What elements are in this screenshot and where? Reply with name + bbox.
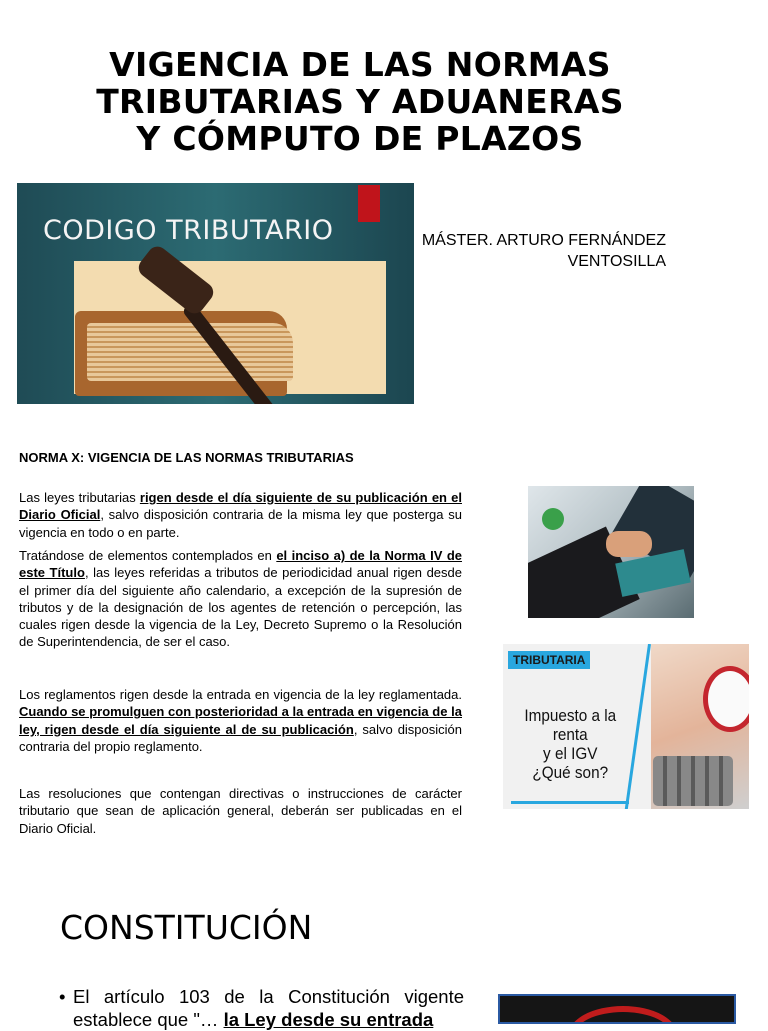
red-circle-icon	[568, 1006, 678, 1024]
hero-caption: CODIGO TRIBUTARIO	[43, 215, 334, 246]
p2-emphasis: el inciso a) de la Norma IV de este Título	[19, 548, 462, 581]
caption-line-2: y el IGV	[543, 744, 598, 763]
alarm-clock-icon	[703, 666, 749, 732]
red-marker	[358, 185, 380, 222]
p3-text-end: , salvo disposición contraria del propio reglamento.	[19, 721, 463, 754]
caption-underline	[511, 801, 629, 804]
p2-text: Tratándose de elementos contemplados en	[19, 548, 277, 563]
paragraph-1	[19, 489, 462, 541]
page-title	[40, 46, 680, 157]
constitucion-text	[73, 985, 464, 1031]
caption-line-3: ¿Qué son?	[532, 763, 609, 782]
title-line-3: Y CÓMPUTO DE PLAZOS	[136, 119, 584, 158]
logo-icon	[542, 508, 564, 530]
p1-emphasis: rigen desde el día siguiente de su publicación en el Diario Oficial	[19, 490, 462, 523]
const-text: El artículo 103 de la Constitución vigente establece que "…	[73, 986, 464, 1030]
p1-text: Las leyes tributarias	[19, 490, 140, 505]
author-name	[414, 230, 666, 272]
author-line-2: VENTOSILLA	[567, 253, 666, 270]
paragraph-3	[19, 686, 462, 755]
p3-text: Los reglamentos rigen desde la entrada en vigencia de la ley reglamentada.	[19, 687, 462, 702]
tributaria-tag: TRIBUTARIA	[508, 651, 590, 669]
title-line-1: VIGENCIA DE LAS NORMAS	[109, 45, 611, 84]
book-pages	[87, 323, 293, 381]
caption-line-1: Impuesto a la renta	[524, 706, 617, 744]
p2-text-end: , las leyes referidas a tributos de periodicidad anual rigen desde el primer día del siguiente año calendario, a excepción de la supresión de tributos y de la designación de los agentes de retención o percepción, las cuales rigen desde la vigencia de la Ley, Decreto Supremo o la Resolución de Superintendencia, de ser el caso.	[19, 565, 462, 650]
calculator-icon	[653, 756, 733, 806]
paragraph-4: Las resoluciones que contengan directivas o instrucciones de carácter tributario que sean de aplicación general, deberán ser publicadas en el Diario Oficial.	[19, 786, 462, 836]
p3-emphasis: Cuando se promulguen con posterioridad a la entrada en vigencia de la ley, rigen desde el día siguiente al de su publicación	[19, 704, 462, 737]
title-line-2: TRIBUTARIAS Y ADUANERAS	[96, 82, 624, 121]
paragraph-2	[19, 547, 462, 651]
handshake-icon	[606, 531, 652, 557]
impuesto-caption	[505, 706, 636, 782]
impuesto-renta-image	[503, 644, 749, 809]
author-line-1: MÁSTER. ARTURO FERNÁNDEZ	[421, 232, 666, 249]
bottom-image	[498, 994, 736, 1024]
norma-x-heading: NORMA X: VIGENCIA DE LAS NORMAS TRIBUTARIAS	[19, 450, 354, 465]
constitucion-heading: CONSTITUCIÓN	[60, 908, 313, 947]
const-emphasis: la Ley desde su entrada	[223, 1009, 434, 1030]
p1-text-end: , salvo disposición contraria de la misma ley que posterga su vigencia en todo o en parte.	[19, 507, 462, 540]
handshake-image	[528, 486, 694, 618]
bullet-marker: •	[59, 986, 66, 1007]
codigo-tributario-image	[17, 183, 414, 404]
